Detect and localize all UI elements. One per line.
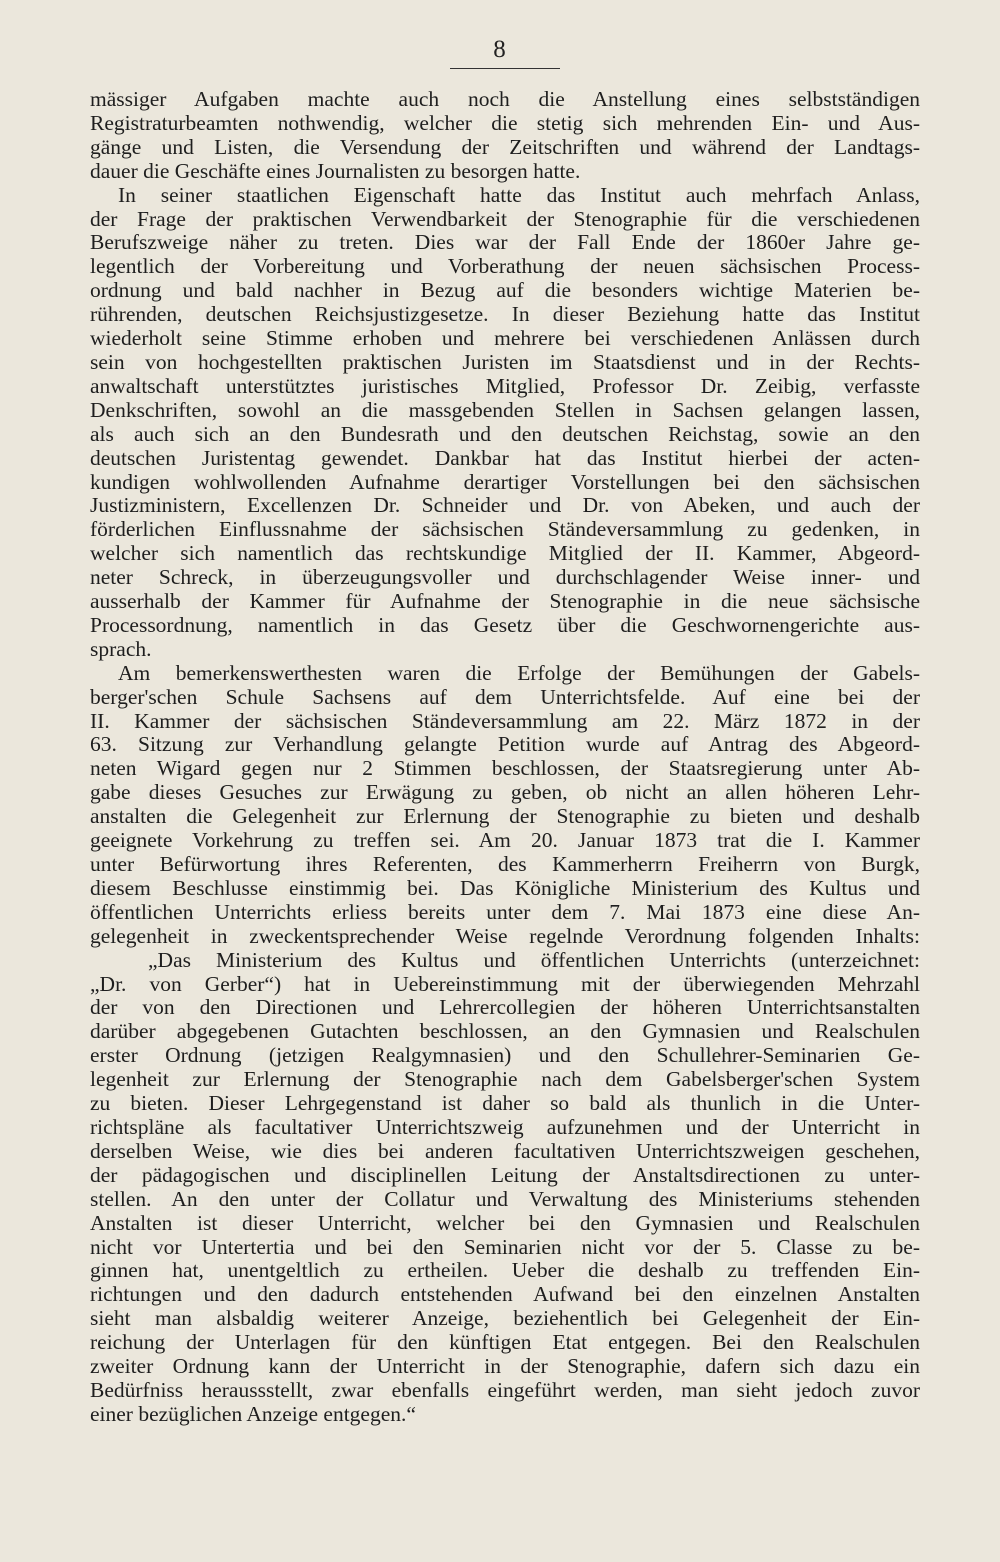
text-line: legenheit zur Erlernung der Stenographie nach dem Gabelsberger'schen System [90, 1068, 920, 1092]
text-line: neten Wigard gegen nur 2 Stimmen beschlossen, der Staatsregierung unter Ab- [90, 757, 920, 781]
text-line: Registraturbeamten nothwendig, welcher die stetig sich mehrenden Ein- und Aus- [90, 111, 920, 135]
text-line: „Das Ministerium des Kultus und öffentlichen Unterrichts (unterzeichnet: [148, 948, 920, 972]
text-line: sprach. [90, 637, 152, 661]
body-text [90, 88, 920, 1427]
text-line: gänge und Listen, die Versendung der Zeitschriften und während der Landtags- [90, 135, 920, 159]
text-line: Am bemerkenswerthesten waren die Erfolge der Bemühungen der Gabels- [118, 661, 920, 685]
text-line: Processordnung, namentlich in das Gesetz über die Geschwornengerichte aus- [90, 613, 920, 637]
text-line: berger'schen Schule Sachsens auf dem Unterrichtsfelde. Auf eine bei der [90, 685, 920, 709]
text-line: derselben Weise, wie dies bei anderen facultativen Unterrichtszweigen geschehen, [90, 1139, 920, 1163]
text-line: gabe dieses Gesuches zur Erwägung zu geben, ob nicht an allen höheren Lehr- [90, 781, 920, 805]
text-line: erster Ordnung (jetzigen Realgymnasien) und den Schullehrer-Seminarien Ge- [90, 1044, 920, 1068]
text-line: rührenden, deutschen Reichsjustizgesetze. In dieser Beziehung hatte das Institut [90, 303, 920, 327]
text-line: der von den Directionen und Lehrercollegien der höheren Unterrichtsanstalten [90, 996, 920, 1020]
text-line: nicht vor Untertertia und bei den Seminarien nicht vor der 5. Classe zu be- [90, 1235, 920, 1259]
text-line: Denkschriften, sowohl an die massgebenden Stellen in Sachsen gelangen lassen, [90, 398, 920, 422]
page-number: 8 [493, 36, 507, 63]
text-line: II. Kammer der sächsischen Ständeversammlung am 22. März 1872 in der [90, 709, 920, 733]
text-line: neter Schreck, in überzeugungsvoller und durchschlagender Weise inner- und [90, 566, 920, 590]
text-line: anstalten die Gelegenheit zur Erlernung der Stenographie zu bieten und deshalb [90, 805, 920, 829]
text-line: 63. Sitzung zur Verhandlung gelangte Petition wurde auf Antrag des Abgeord- [90, 733, 920, 757]
text-line: ordnung und bald nachher in Bezug auf die besonders wichtige Materien be- [90, 279, 920, 303]
text-line: diesem Beschlusse einstimmig bei. Das Königliche Ministerium des Kultus und [90, 876, 920, 900]
text-line: In seiner staatlichen Eigenschaft hatte das Institut auch mehrfach Anlass, [118, 183, 920, 207]
text-line: ausserhalb der Kammer für Aufnahme der Stenographie in die neue sächsische [90, 590, 920, 614]
text-line: legentlich der Vorbereitung und Vorberathung der neuen sächsischen Process- [90, 255, 920, 279]
text-line: reichung der Unterlagen für den künftigen Etat entgegen. Bei den Realschulen [90, 1331, 920, 1355]
text-line: darüber abgegebenen Gutachten beschlossen, an den Gymnasien und Realschulen [90, 1020, 920, 1044]
text-line: der Frage der praktischen Verwendbarkeit der Stenographie für die verschiedenen [90, 207, 920, 231]
text-line: kundigen wohlwollenden Aufnahme derartiger Vorstellungen bei den sächsischen [90, 470, 920, 494]
text-line: ginnen hat, unentgeltlich zu ertheilen. Ueber die deshalb zu treffenden Ein- [90, 1259, 920, 1283]
text-line: förderlichen Einflussnahme der sächsischen Ständeversammlung zu gedenken, in [90, 518, 920, 542]
text-line: Berufszweige näher zu treten. Dies war der Fall Ende der 1860er Jahre ge- [90, 231, 920, 255]
text-line: als auch sich an den Bundesrath und den deutschen Reichstag, sowie an den [90, 422, 920, 446]
text-line: welcher sich namentlich das rechtskundige Mitglied der II. Kammer, Abgeord- [90, 542, 920, 566]
text-line: richtspläne als facultativer Unterrichtszweig aufzunehmen und der Unterricht in [90, 1115, 920, 1139]
text-line: stellen. An den unter der Collatur und Verwaltung des Ministeriums stehenden [90, 1187, 920, 1211]
text-line: unter Befürwortung ihres Referenten, des Kammerherrn Freiherrn von Burgk, [90, 853, 920, 876]
text-line: einer bezüglichen Anzeige entgegen.“ [90, 1402, 416, 1426]
text-line: zu bieten. Dieser Lehrgegenstand ist daher so bald als thunlich in die Unter- [90, 1092, 920, 1116]
text-line: anwaltschaft unterstütztes juristisches Mitglied, Professor Dr. Zeibig, verfasste [90, 374, 920, 398]
text-line: gelegenheit in zweckentsprechender Weise regelnde Verordnung folgenden Inhalts: [90, 924, 920, 948]
text-line: geeignete Vorkehrung zu treffen sei. Am 20. Januar 1873 trat die I. Kammer [90, 829, 920, 853]
text-line: der pädagogischen und disciplinellen Leitung der Anstaltsdirectionen zu unter- [90, 1163, 920, 1187]
text-line: richtungen und den dadurch entstehenden Aufwand bei den einzelnen Anstalten [90, 1283, 920, 1307]
header-rule [450, 68, 560, 69]
text-line: Bedürfniss heraussstellt, zwar ebenfalls eingeführt werden, man sieht jedoch zuvor [90, 1378, 920, 1402]
text-line: zweiter Ordnung kann der Unterricht in der Stenographie, dafern sich dazu ein [90, 1355, 920, 1379]
text-line: Anstalten ist dieser Unterricht, welcher bei den Gymnasien und Realschulen [90, 1211, 920, 1235]
page-header [0, 36, 1000, 64]
text-line: wiederholt seine Stimme erhoben und mehrere bei verschiedenen Anlässen durch [90, 327, 920, 351]
text-line: öffentlichen Unterrichts erliess bereits unter dem 7. Mai 1873 eine diese An- [90, 900, 920, 924]
text-line: sieht man alsbaldig weiterer Anzeige, beziehentlich bei Gelegenheit der Ein- [90, 1307, 920, 1331]
text-line: dauer die Geschäfte eines Journalisten zu besorgen hatte. [90, 159, 581, 183]
text-line: deutschen Juristentag gewendet. Dankbar hat das Institut hierbei der acten- [90, 446, 920, 470]
text-line: „Dr. von Gerber“) hat in Uebereinstimmung mit der überwiegenden Mehrzahl [90, 972, 920, 996]
text-line: mässiger Aufgaben machte auch noch die Anstellung eines selbstständigen [90, 88, 920, 111]
text-line: sein von hochgestellten praktischen Juristen im Staatsdienst und in der Rechts- [90, 350, 920, 374]
text-line: Justizministern, Excellenzen Dr. Schneider und Dr. von Abeken, und auch der [90, 494, 920, 518]
